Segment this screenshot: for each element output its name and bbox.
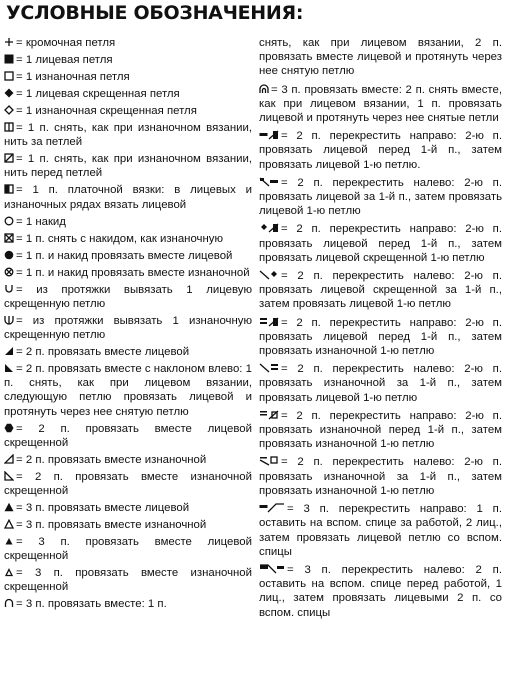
legend-entry — [4, 597, 252, 611]
legend-entry — [4, 314, 252, 342]
legend-entry — [4, 535, 252, 563]
legend-entry — [4, 121, 252, 149]
legend-entry — [4, 501, 252, 515]
legend-entry-text: = кромочная петля — [16, 37, 116, 49]
legend-entry-text: = 1 п. и накид провязать вместе лицевой — [16, 249, 233, 262]
legend-entry-text: = из протяжки вывязать 1 изнаночную скрещенную петлю — [4, 314, 252, 342]
cross-3-right-icon — [259, 503, 285, 513]
legend-entry — [4, 422, 252, 450]
legend-entry-text: = 3 п. провязать вместе изнаночной скрещенной — [4, 567, 252, 594]
filled-diamond-icon — [4, 88, 14, 98]
double-u-shape-icon — [4, 315, 14, 325]
legend-entry — [4, 283, 252, 311]
cross-3-left-icon — [259, 564, 285, 574]
legend-entry — [4, 518, 252, 532]
empty-square-icon — [4, 71, 14, 81]
cross-2-left-purl-back-icon — [259, 456, 279, 466]
cross-2-left-icon — [259, 177, 279, 187]
legend-entry — [259, 502, 502, 559]
cross-2-left-purl-icon — [259, 363, 279, 373]
circle-icon — [4, 216, 14, 226]
legend-entry-text: = 3 п. провязать вместе: 2 п. снять вместе, как при лицевом вязании, 1 п. провязать лицевой и протянуть через нее снятые петли — [259, 83, 502, 125]
legend-entry — [4, 266, 252, 280]
legend-entry-text: = 1 лицевая петля — [16, 54, 113, 66]
legend-left-column — [4, 36, 252, 614]
filled-hexagon-icon — [4, 423, 14, 433]
double-arch-icon — [259, 84, 269, 94]
legend-entry — [4, 215, 252, 229]
cross-2-left-twisted-icon — [259, 270, 279, 280]
legend-entry-text: = 1 п. и накид провязать вместе изнаночной — [16, 266, 250, 279]
circle-x-icon — [4, 267, 14, 277]
filled-circle-icon — [4, 250, 14, 260]
legend-entry-text: = 1 накид — [16, 215, 66, 228]
legend-entry — [4, 183, 252, 211]
legend-entry-text: = 3 п. провязать вместе лицевой — [16, 502, 190, 515]
legend-entry-text: = 2 п. перекрестить направо: 2-ю п. провязать лицевой перед 1-й п., затем провязать лицевой скрещенной 1-ю петлю — [259, 223, 502, 264]
legend-entry — [259, 316, 502, 359]
legend-entry — [4, 36, 252, 50]
square-diagonal-icon — [4, 153, 14, 163]
arch-icon — [4, 598, 14, 608]
filled-triangle-icon — [4, 502, 14, 512]
outline-triangle-left-icon — [4, 471, 14, 481]
legend-entry-text: = 1 п. снять, как при изнаночном вязании, нить перед петлей — [4, 153, 252, 180]
legend-entry — [4, 470, 252, 498]
cross-2-right-twisted-icon — [259, 223, 279, 233]
legend-right-column — [259, 36, 502, 624]
triangle-right-icon — [4, 346, 14, 356]
legend-entry — [259, 269, 502, 312]
small-filled-triangle-icon — [4, 536, 14, 546]
outline-triangle-icon — [4, 519, 14, 529]
legend-entry-text: = 2 п. перекрестить налево: 2-ю п. провязать лицевой скрещенной за 1-й п., затем провязать лицевой 1-ю петлю — [259, 270, 502, 311]
legend-entry-text: = 2 п. перекрестить налево: 2-ю п. провязать изнаночной за 1-й п., затем провязать изнаночной 1-ю петлю — [259, 456, 502, 497]
legend-entry — [259, 36, 502, 79]
square-vertical-bar-icon — [4, 122, 14, 132]
legend-entry — [259, 129, 502, 172]
legend-entry-text: = 2 п. перекрестить направо: 2-ю п. провязать изнаночной перед 1-й п., затем провязать изнаночной 1-ю петлю — [259, 409, 502, 451]
legend-entry — [4, 53, 252, 67]
legend-entry — [4, 362, 252, 419]
legend-entry — [4, 70, 252, 84]
legend-entry — [259, 222, 502, 265]
legend-entry — [259, 455, 502, 498]
legend-entry-text: = 3 п. провязать вместе изнаночной — [16, 519, 207, 532]
legend-entry — [4, 152, 252, 180]
legend-entry-text: снять, как при лицевом вязании, 2 п. провязать вместе лицевой и протянуть через нее снятую петлю — [259, 37, 502, 78]
legend-entry — [4, 249, 252, 263]
legend-entry-text: = 2 п. провязать вместе с наклоном влево: 1 п. снять, как при лицевом вязании, следующую петлю провязать лицевой и протянуть через нее снятую петлю — [4, 363, 252, 418]
legend-entry-text: = 2 п. провязать вместе лицевой — [16, 346, 190, 359]
legend-entry — [4, 232, 252, 246]
legend-entry — [259, 409, 502, 452]
cross-2-right-purl-icon — [259, 317, 279, 327]
legend-entry-text: = 2 п. провязать вместе лицевой скрещенной — [4, 422, 252, 449]
legend-entry-text: = 3 п. провязать вместе лицевой скрещенной — [4, 536, 252, 563]
legend-entry-text: = 2 п. провязать вместе изнаночной скрещенной — [4, 470, 252, 498]
cross-2-right-purl-front-icon — [259, 410, 279, 420]
cross-2-right-icon — [259, 130, 279, 140]
plus-icon — [4, 37, 14, 47]
legend-entry-text: = 2 п. перекрестить налево: 2-ю п. провязать изнаночной за 1-й п., затем провязать лицевой 1-ю петлю — [259, 363, 502, 404]
legend-entry — [259, 176, 502, 219]
legend-entry-text: = 2 п. перекрестить налево: 2-ю п. провязать лицевой за 1-й п., затем провязать лицевой 1-ю петлю — [259, 176, 502, 218]
legend-entry-text: = 2 п. перекрестить направо: 2-ю п. провязать лицевой перед 1-й п., затем провязать изнаночной 1-ю петлю — [259, 316, 502, 358]
legend-entry-text: = из протяжки вывязать 1 лицевую скрещенную петлю — [4, 283, 252, 310]
legend-entry-text: = 1 изнаночная петля — [16, 71, 130, 83]
outline-triangle-right-icon — [4, 454, 14, 464]
empty-diamond-icon — [4, 105, 14, 115]
legend-entry-text: = 3 п. провязать вместе: 1 п. — [16, 598, 167, 611]
legend-entry-text: = 1 лицевая скрещенная петля — [16, 88, 180, 100]
legend-entry — [259, 563, 502, 620]
small-outline-triangle-icon — [4, 567, 14, 577]
u-shape-icon — [4, 284, 14, 294]
page-title: УСЛОВНЫЕ ОБОЗНАЧЕНИЯ: — [6, 2, 304, 24]
legend-entry-text: = 2 п. перекрестить направо: 2-ю п. провязать лицевой перед 1-й п., затем провязать лицевой 1-ю петлю. — [259, 130, 502, 171]
legend-entry — [4, 566, 252, 594]
legend-entry-text: = 3 п. перекрестить налево: 2 п. оставить на вспом. спице перед работой, 1 лиц., затем провязать лицевыми 2 п. со вспом. спицы — [259, 563, 502, 619]
legend-entry-text: = 1 п. снять с накидом, как изнаночную — [16, 232, 224, 245]
legend-entry-text: = 1 п. платочной вязки: в лицевых и изнаночных рядах вязать лицевой — [4, 184, 252, 211]
filled-square-icon — [4, 54, 14, 64]
legend-entry-text: = 1 изнаночная скрещенная петля — [16, 105, 197, 117]
legend-entry — [4, 345, 252, 359]
legend-entry-text: = 3 п. перекрестить направо: 1 п. оставить на вспом. спице за работой, 2 лиц., затем провязать лицевой петлю со вспом. спицы — [259, 503, 502, 558]
legend-entry — [4, 104, 252, 118]
legend-entry — [259, 362, 502, 405]
legend-entry — [4, 453, 252, 467]
legend-entry-text: = 2 п. провязать вместе изнаночной — [16, 453, 207, 466]
legend-entry — [259, 83, 502, 126]
triangle-left-icon — [4, 363, 14, 373]
half-filled-square-icon — [4, 184, 14, 194]
legend-entry-text: = 1 п. снять, как при изнаночном вязании, нить за петлей — [4, 122, 252, 149]
legend-entry — [4, 87, 252, 101]
square-x-icon — [4, 233, 14, 243]
